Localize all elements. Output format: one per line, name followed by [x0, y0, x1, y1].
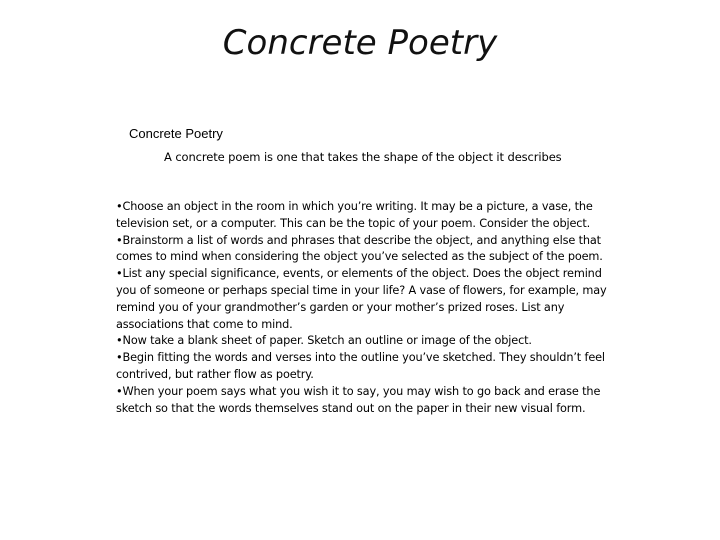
- instruction-item: • When your poem says what you wish it to say, you may wish to go back and erase the sketch so that the words themselves stand out on the paper in their new visual form.: [116, 384, 608, 418]
- instruction-item: • List any special significance, events, or elements of the object. Does the object remind you of someone or perhaps special time in your life? A vase of flowers, for example, may remind you of your grandmother’s garden or your mother’s prized roses. List any associations that come to mind.: [116, 266, 608, 333]
- instructions-list: [116, 199, 608, 417]
- instruction-item: • Brainstorm a list of words and phrases that describe the object, and anything else that comes to mind when considering the object you’ve selected as the subject of the poem.: [116, 233, 608, 267]
- subheading: Concrete Poetry: [129, 126, 223, 141]
- instruction-item: • Now take a blank sheet of paper. Sketch an outline or image of the object.: [116, 333, 608, 350]
- definition-text: A concrete poem is one that takes the shape of the object it describes: [164, 150, 562, 164]
- slide-title: Concrete Poetry: [222, 23, 498, 63]
- instruction-item: • Begin fitting the words and verses into the outline you’ve sketched. They shouldn’t feel contrived, but rather flow as poetry.: [116, 350, 608, 384]
- instruction-item: • Choose an object in the room in which you’re writing. It may be a picture, a vase, the television set, or a computer. This can be the topic of your poem. Consider the object.: [116, 199, 608, 233]
